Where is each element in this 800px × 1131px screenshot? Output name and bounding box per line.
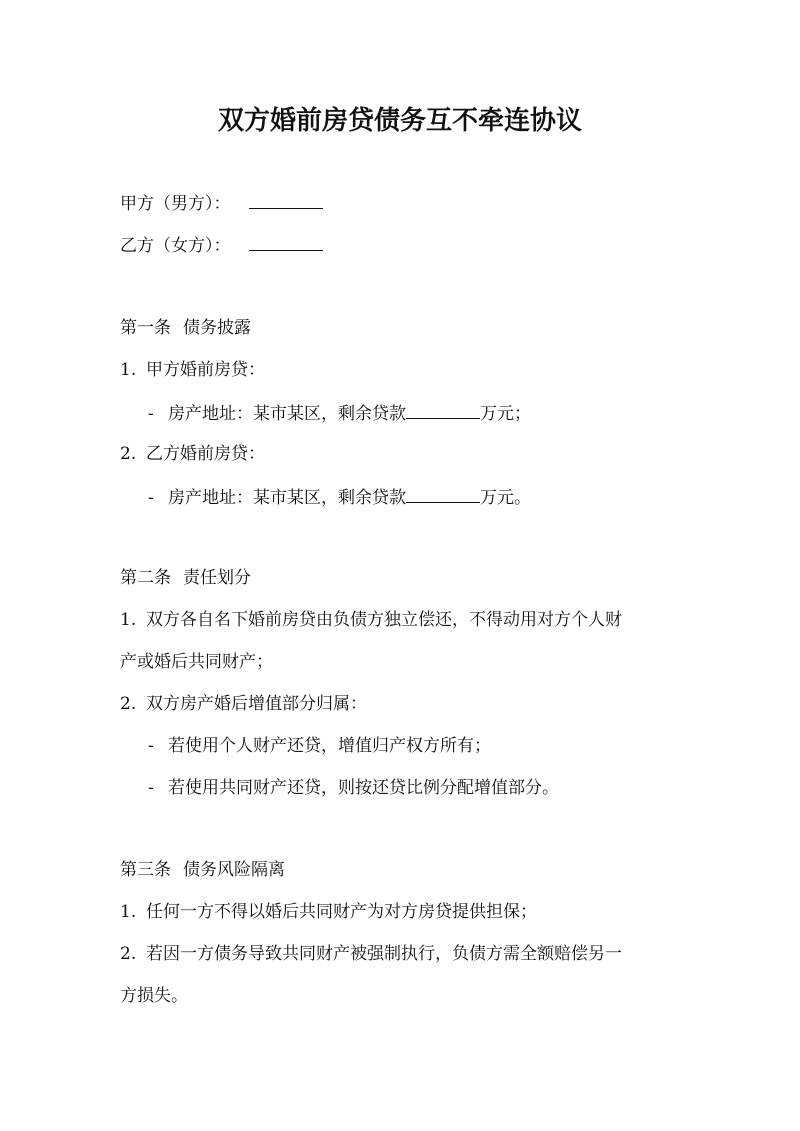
- item-text: 乙方婚前房贷：: [146, 444, 265, 464]
- article-1-item-2-detail: [148, 484, 531, 510]
- article-2-sub-2: [148, 776, 559, 800]
- item-number: 2.: [120, 944, 137, 964]
- article-1-item-2: [120, 442, 265, 466]
- item-number: 2.: [120, 444, 137, 464]
- item-text-line-2: 方损失。: [120, 986, 188, 1006]
- article-2-title: 责任划分: [183, 568, 251, 588]
- item-text: 双方房产婚后增值部分归属：: [146, 694, 367, 714]
- item-number: 1.: [120, 902, 137, 922]
- party-a-label: 甲方（男方）：: [120, 194, 231, 214]
- article-2-sub-1: [148, 734, 491, 758]
- item-text-line-1: 双方各自名下婚前房贷由负债方独立偿还，不得动用对方个人财: [146, 610, 622, 630]
- dash-marker: -: [148, 736, 154, 756]
- sub-text: 若使用共同财产还贷，则按还贷比例分配增值部分。: [168, 778, 559, 798]
- article-2-heading: [120, 566, 251, 590]
- article-3-heading: [120, 858, 285, 882]
- article-3-title: 债务风险隔离: [183, 860, 285, 880]
- party-b-label: 乙方（女方）：: [120, 236, 231, 256]
- article-3-number: 第三条: [120, 860, 171, 880]
- dash-marker: -: [148, 778, 154, 798]
- dash-marker: -: [148, 404, 154, 424]
- article-1-heading: [120, 316, 251, 340]
- item-text-line-2: 产或婚后共同财产；: [120, 652, 273, 672]
- item-text: 甲方婚前房贷：: [146, 360, 265, 380]
- article-2-item-1: [120, 608, 622, 632]
- document-title: 双方婚前房贷债务互不牵连协议: [217, 106, 582, 136]
- article-2-item-2: [120, 692, 367, 716]
- article-1-title: 债务披露: [183, 318, 251, 338]
- party-a-blank: [249, 190, 323, 209]
- detail-suffix: 万元。: [480, 488, 531, 508]
- article-2-number: 第二条: [120, 568, 171, 588]
- article-2-item-1-continued: [120, 650, 273, 674]
- loan-amount-blank: [406, 484, 480, 503]
- party-a-line: [120, 190, 323, 216]
- article-3-item-1: [120, 900, 537, 924]
- sub-text: 若使用个人财产还贷，增值归产权方所有；: [168, 736, 491, 756]
- item-number: 2.: [120, 694, 137, 714]
- party-b-blank: [249, 232, 323, 251]
- article-1-number: 第一条: [120, 318, 171, 338]
- detail-suffix: 万元；: [480, 404, 531, 424]
- article-3-item-2: [120, 942, 622, 966]
- dash-marker: -: [148, 488, 154, 508]
- detail-prefix: 房产地址：某市某区，剩余贷款: [168, 488, 406, 508]
- item-text-line-1: 若因一方债务导致共同财产被强制执行，负债方需全额赔偿另一: [146, 944, 622, 964]
- article-3-item-2-continued: [120, 984, 188, 1008]
- item-text: 任何一方不得以婚后共同财产为对方房贷提供担保；: [146, 902, 537, 922]
- loan-amount-blank: [406, 400, 480, 419]
- item-number: 1.: [120, 360, 137, 380]
- party-b-line: [120, 232, 323, 258]
- item-number: 1.: [120, 610, 137, 630]
- detail-prefix: 房产地址：某市某区，剩余贷款: [168, 404, 406, 424]
- article-1-item-1-detail: [148, 400, 531, 426]
- article-1-item-1: [120, 358, 265, 382]
